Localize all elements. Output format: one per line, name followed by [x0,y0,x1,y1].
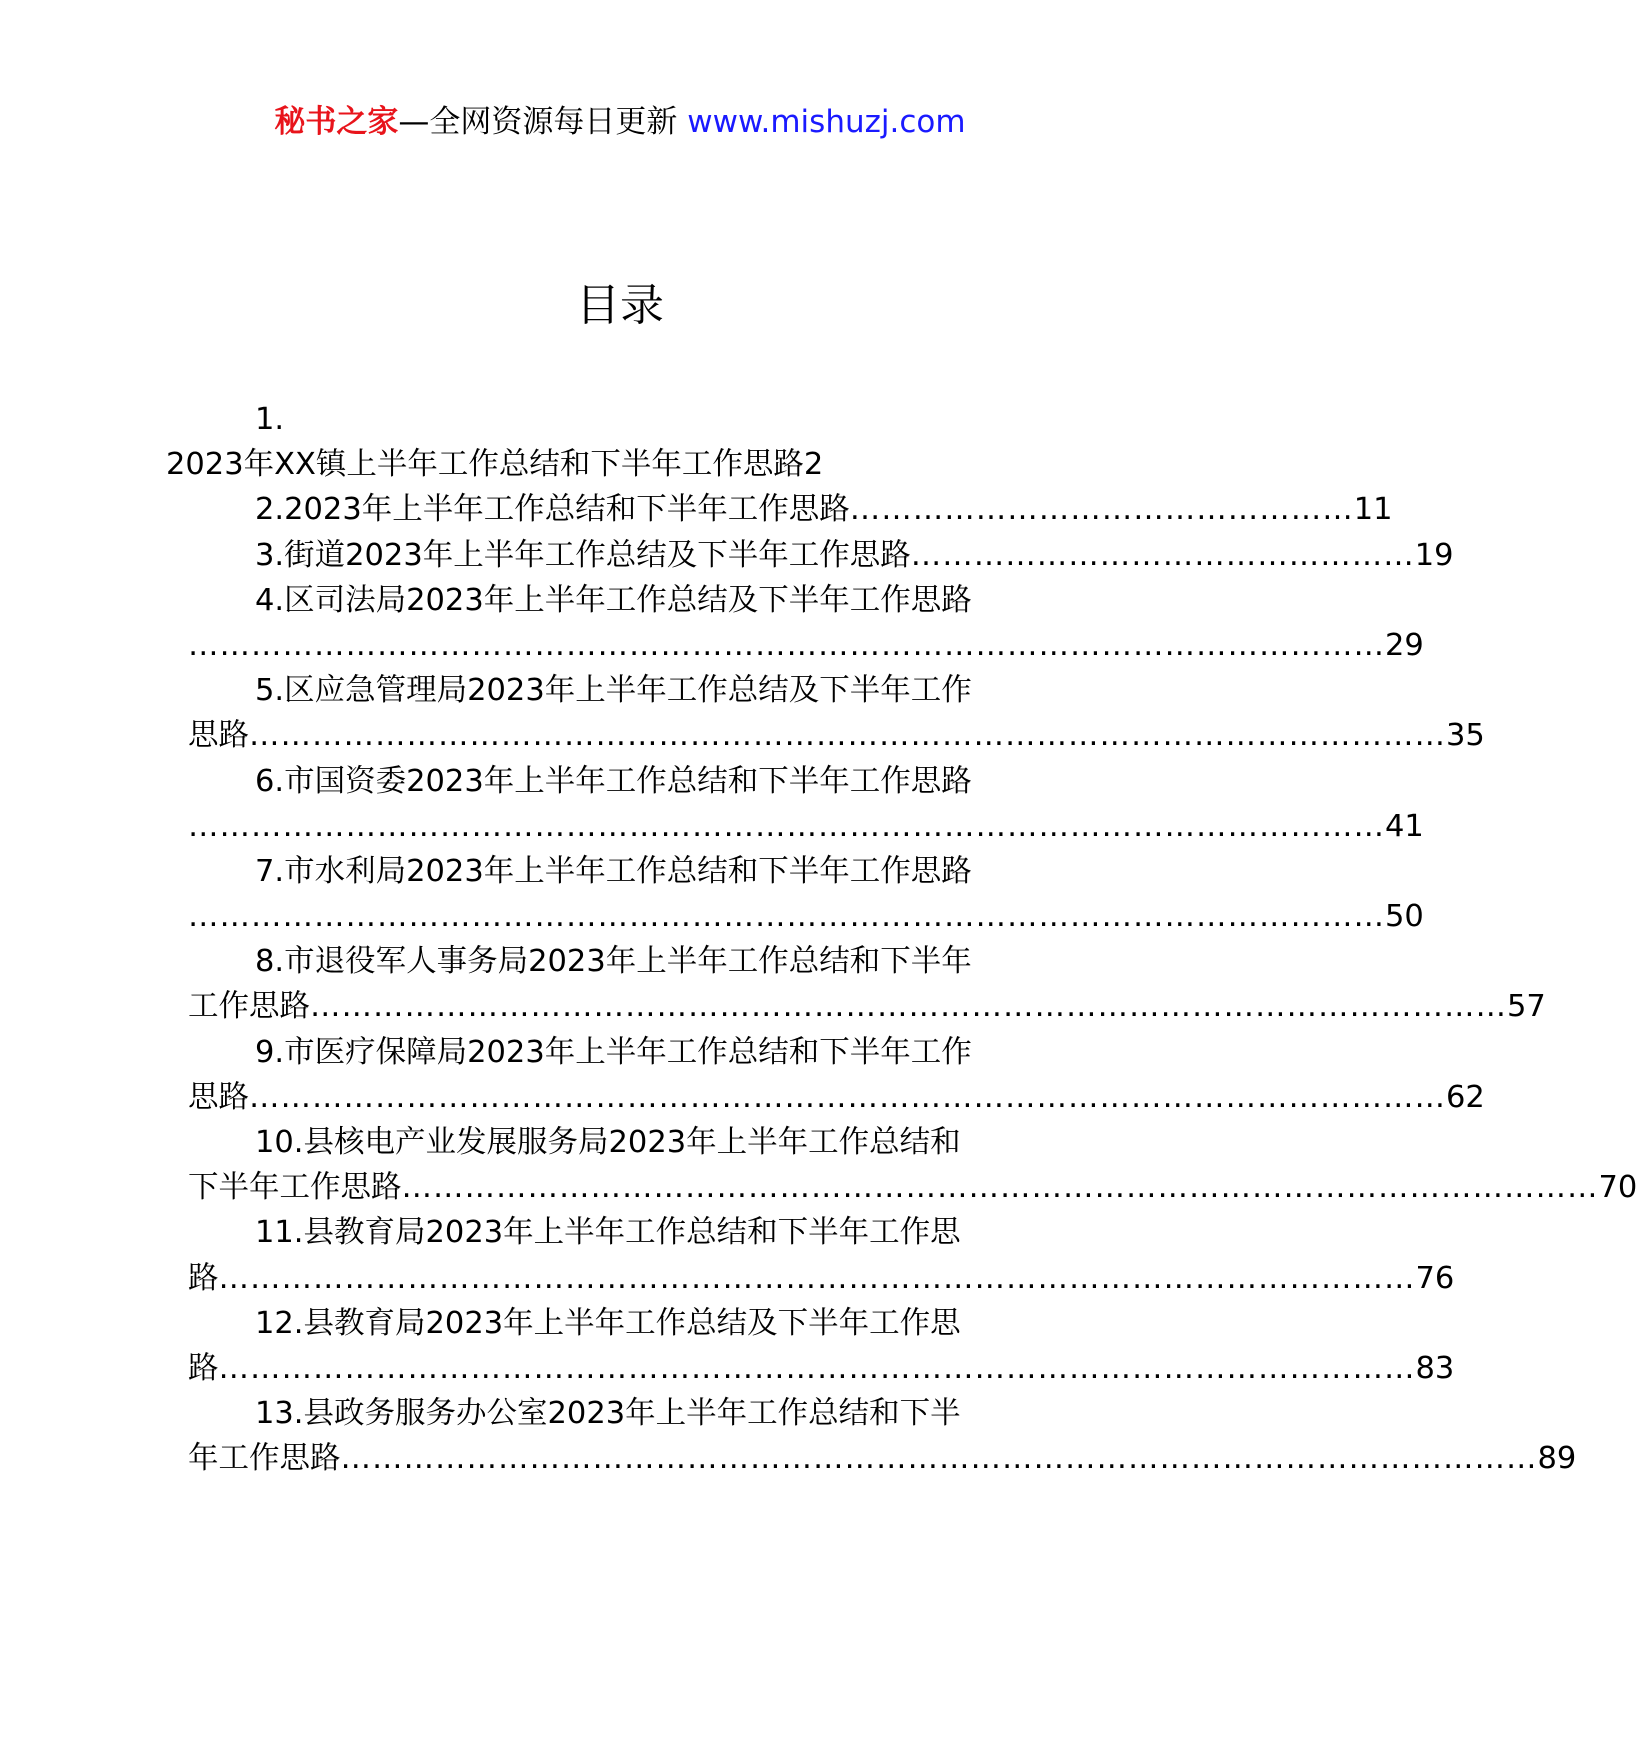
toc-page-number: 70 [1598,1170,1637,1206]
toc-page-number: 35 [1446,718,1485,754]
toc-leader-dots: …………………………………………………………………………………………………… [188,899,1385,935]
toc-entry-title: 10.县核电产业发展服务局2023年上半年工作总结和 [255,1125,961,1160]
toc-leader-dots: …………………………………………………………………………………………………… [401,1170,1599,1206]
toc-leader-dots: …………………………………………………………………………………………………… [218,1350,1416,1386]
toc-entry-title-cont: 下半年工作思路 [188,1170,402,1206]
toc-leader-dots: …………………………………………………………………………………………………… [310,989,1507,1025]
toc-entry-10-line-2[interactable] [188,1165,1637,1210]
toc-entry-title: 2.2023年上半年工作总结和下半年工作思路 [255,492,850,528]
toc-entry-1-line-2[interactable] [166,442,1050,487]
toc-entry-12-line-2[interactable] [188,1346,1455,1391]
toc-leader-dots: ………………………………………… [910,537,1415,573]
site-url-link[interactable]: www.mishuzj.com [687,104,966,140]
toc-entry-title: 2023年XX镇上半年工作总结和下半年工作思路2 [166,447,824,483]
toc-leader-dots: …………………………………………………………………………………………………… [249,718,1446,754]
toc-entry-title: 6.市国资委2023年上半年工作总结和下半年工作思路 [255,763,972,799]
toc-entry-1-line-1[interactable] [188,397,1050,442]
toc-entry-13-line-1[interactable] [188,1391,1050,1436]
toc-entry-title: 8.市退役军人事务局2023年上半年工作总结和下半年 [255,944,972,980]
toc-entry-title: 4.区司法局2023年上半年工作总结及下半年工作思路 [255,582,972,618]
toc-leader-dots: ………………………………………… [849,492,1354,528]
toc-entry-11-line-1[interactable] [188,1210,1050,1255]
toc-entry-13-line-2[interactable] [188,1436,1577,1481]
toc-page-number: 76 [1415,1260,1455,1296]
toc-entry-title-cont: 思路 [188,718,249,754]
toc-entry-title-cont: 工作思路 [188,989,310,1025]
toc-page-number: 19 [1414,537,1454,573]
toc-entry-2[interactable] [188,487,1393,532]
toc-entry-12-line-1[interactable] [188,1301,1050,1346]
header-slogan: —全网资源每日更新 [398,104,678,140]
toc-entry-4-line-2[interactable] [188,623,1424,668]
toc-entry-7-line-1[interactable] [188,849,1050,894]
toc-entry-title: 11.县教育局2023年上半年工作总结和下半年工作思 [255,1215,961,1251]
toc-page-number: 50 [1385,899,1424,935]
toc-entry-8-line-2[interactable] [188,984,1546,1029]
toc-entry-title-cont: 年工作思路 [188,1441,341,1477]
toc-entry-title-cont: 路 [188,1260,219,1296]
toc-entry-title-cont: 思路 [188,1079,249,1115]
page-title: 目录 [576,280,664,331]
toc-entry-10-line-1[interactable] [188,1120,1050,1165]
toc-entry-title: 1. [255,402,285,437]
toc-entry-9-line-2[interactable] [188,1075,1485,1120]
toc-page-number: 29 [1385,627,1424,663]
toc-entry-8-line-1[interactable] [188,939,1050,984]
toc-entry-4-line-1[interactable] [188,578,1050,623]
table-of-contents [166,397,1637,1482]
toc-leader-dots: …………………………………………………………………………………………………… [188,627,1385,663]
toc-entry-title: 9.市医疗保障局2023年上半年工作总结和下半年工作 [255,1034,972,1070]
toc-entry-title: 7.市水利局2023年上半年工作总结和下半年工作思路 [255,853,972,889]
toc-entry-6-line-1[interactable] [188,759,1050,804]
toc-entry-7-line-2[interactable] [188,894,1424,939]
toc-leader-dots: …………………………………………………………………………………………………… [218,1260,1416,1296]
toc-page-number: 83 [1415,1350,1455,1386]
toc-entry-title-cont: 路 [188,1350,219,1386]
toc-leader-dots: …………………………………………………………………………………………………… [340,1441,1538,1477]
brand-name: 秘书之家 [274,104,399,140]
toc-entry-title: 3.街道2023年上半年工作总结及下半年工作思路 [255,537,911,573]
toc-entry-9-line-1[interactable] [188,1030,1050,1075]
toc-page-number: 41 [1385,808,1424,844]
toc-page-number: 89 [1537,1441,1577,1477]
toc-page-number: 11 [1353,492,1393,528]
toc-entry-11-line-2[interactable] [188,1256,1455,1301]
toc-page-number: 62 [1446,1079,1485,1115]
toc-entry-title: 5.区应急管理局2023年上半年工作总结及下半年工作 [255,673,972,709]
site-header [0,100,1240,144]
toc-entry-5-line-2[interactable] [188,713,1485,758]
toc-leader-dots: …………………………………………………………………………………………………… [249,1079,1446,1115]
toc-entry-3[interactable] [188,533,1454,578]
toc-leader-dots: …………………………………………………………………………………………………… [188,808,1385,844]
toc-entry-title: 12.县教育局2023年上半年工作总结及下半年工作思 [255,1305,961,1341]
toc-entry-6-line-2[interactable] [188,804,1424,849]
toc-entry-5-line-1[interactable] [188,668,1050,713]
toc-page-number: 57 [1507,989,1546,1025]
toc-entry-title: 13.县政务服务办公室2023年上半年工作总结和下半 [255,1396,961,1432]
